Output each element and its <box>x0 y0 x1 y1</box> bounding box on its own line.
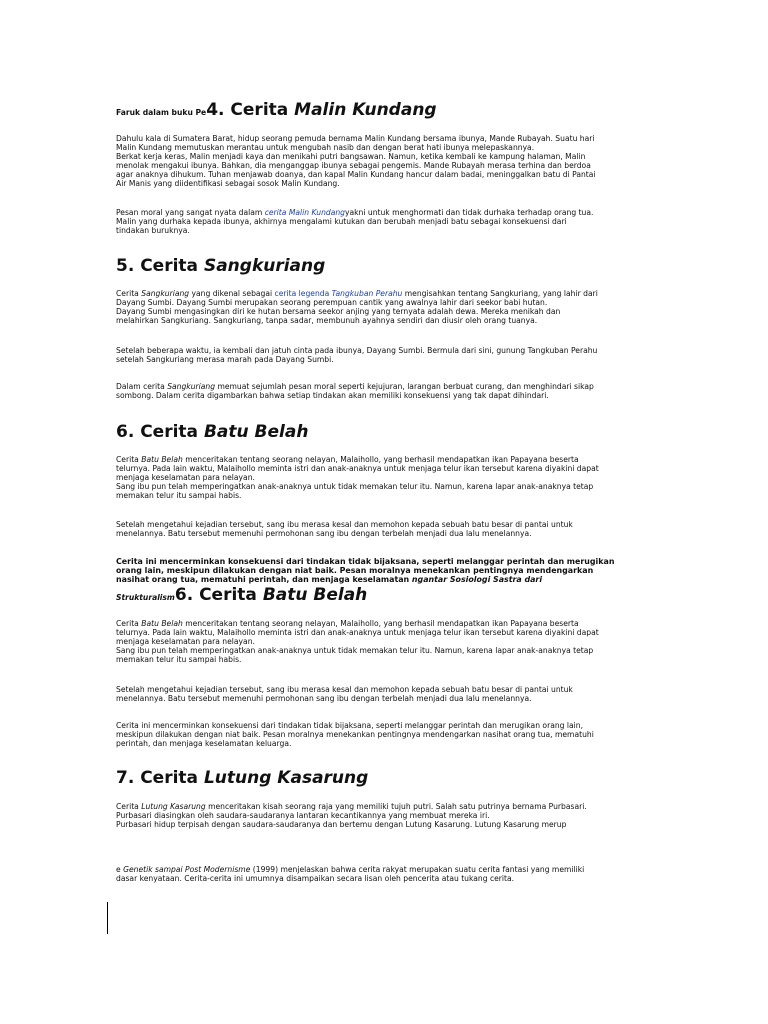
s7-paragraph-1: Cerita Lutung Kasarung menceritakan kisah seorang raja yang memiliki tujuh putri. Salah satu putrinya bernama Purbasari. Purbasari diasingkan oleh saudara-saudaranya lantaran kecantikannya yang membuat mereka iri. Purbasari hidup terpisah dengan saudara-saudaranya dan bertemu dengan Lutung Kasarung. Lutung Kasarung merup <box>116 802 587 829</box>
section-7-heading: 7. Cerita Lutung Kasarung <box>116 768 369 788</box>
s4-paragraph-2: Pesan moral yang sangat nyata dalam cerita Malin Kundangyakni untuk menghormati dan tidak durhaka terhadap orang tua. Malin yang durhaka kepada ibunya, akhirnya mengalami kutukan dan berubah menjadi batu sebagai konsekuensi dari tindakan buruknya. <box>116 208 594 235</box>
section-6b-heading-row: Strukturalism6. Cerita Batu Belah <box>116 585 368 605</box>
s6b-paragraph-2: Setelah mengetahui kejadian tersebut, sang ibu merasa kesal dan memohon kepada sebuah batu besar di pantai untuk menelannya. Batu tersebut memenuhi permohonan sang ibu dengan terbelah menjadi dua lalu menelannya. <box>116 685 573 703</box>
text-cursor <box>107 902 108 934</box>
s6b-paragraph-1: Cerita Batu Belah menceritakan tentang seorang nelayan, Malaihollo, yang berhasil mendapatkan ikan Papayana beserta telurnya. Pada lain waktu, Malaihollo meminta istri dan anak-anaknya untuk menjaga telur ikan tersebut karena diyakini dapat menjaga keselamatan para nelayan. Sang ibu pun telah memperingatkan anak-anaknya untuk tidak memakan telur itu. Namun, karena lapar anak-anaknya tetap memakan telur itu sampai habis. <box>116 619 599 664</box>
section-5-heading: 5. Cerita Sangkuriang <box>116 256 326 276</box>
s5-paragraph-2: Setelah beberapa waktu, ia kembali dan jatuh cinta pada ibunya, Dayang Sumbi. Bermula dari sini, gunung Tangkuban Perahu setelah Sangkuriang merasa marah pada Dayang Sumbi. <box>116 346 598 364</box>
section-4-heading <box>116 100 437 120</box>
malin-kundang-link[interactable]: cerita Malin Kundang <box>264 208 345 217</box>
s6-paragraph-3: Cerita ini mencerminkan konsekuensi dari tindakan tidak bijaksana, seperti melanggar perintah dan merugikan orang lain, meskipun dilakukan dengan niat baik. Pesan moralnya menekankan pentingnya mendengarkan nasihat orang tua, mematuhi perintah, dan menjaga keselamatan ngantar Sosiologi Sastra dari <box>116 557 615 584</box>
legend-link[interactable]: cerita legenda Tangkuban Perahu <box>274 289 403 298</box>
s5-paragraph-1: Cerita Sangkuriang yang dikenal sebagai cerita legenda Tangkuban Perahu mengisahkan tentang Sangkuriang, yang lahir dari Dayang Sumbi. Dayang Sumbi merupakan seorang perempuan cantik yang awalnya lahir dari seekor babi hutan. Dayang Sumbi mengasingkan diri ke hutan bersama seekor anjing yang ternyata adalah dewa. Mereka menikah dan melahirkan Sangkuriang. Sangkuriang, tanpa sadar, membunuh ayahnya sendiri dan diusir oleh orang tuanya. <box>116 289 598 325</box>
s6-paragraph-1: Cerita Batu Belah menceritakan tentang seorang nelayan, Malaihollo, yang berhasil mendapatkan ikan Papayana beserta telurnya. Pada lain waktu, Malaihollo meminta istri dan anak-anaknya untuk menjaga telur ikan tersebut karena diyakini dapat menjaga keselamatan para nelayan. Sang ibu pun telah memperingatkan anak-anaknya untuk tidak memakan telur itu. Namun, karena lapar anak-anaknya tetap memakan telur itu sampai habis. <box>116 455 599 500</box>
footer-paragraph: e Genetik sampai Post Modernisme (1999) menjelaskan bahwa cerita rakyat merupakan suatu cerita fantasi yang memiliki dasar kenyataan. Cerita-cerita ini umumnya disampaikan secara lisan oleh pencerita atau tukang cerita. <box>116 865 585 883</box>
section-6-heading: 6. Cerita Batu Belah <box>116 422 309 442</box>
heading-prefix: Faruk dalam buku Pe <box>116 108 207 117</box>
s4-paragraph-1: Dahulu kala di Sumatera Barat, hidup seorang pemuda bernama Malin Kundang bersama ibunya, Mande Rubayah. Suatu hari Malin Kundang memutuskan merantau untuk mengubah nasib dan dengan berat hati ibunya melepaskannya. Berkat kerja keras, Malin menjadi kaya dan menikahi putri bangsawan. Namun, ketika kembali ke kampung halaman, Malin menolak mengakui ibunya. Bahkan, dia menganggap ibunya sebagai pengemis. Mande Rubayah merasa terhina dan berdoa agar anaknya dihukum. Tuhan menjawab doanya, dan kapal Malin Kundang hancur dalam badai, meninggalkan batu di Pantai Air Manis yang diidentifikasi sebagai sosok Malin Kundang. <box>116 134 596 188</box>
s6b-paragraph-3: Cerita ini mencerminkan konsekuensi dari tindakan tidak bijaksana, seperti melanggar perintah dan merugikan orang lain, meskipun dilakukan dengan niat baik. Pesan moralnya menekankan pentingnya mendengarkan nasihat orang tua, mematuhi perintah, dan menjaga keselamatan keluarga. <box>116 721 594 748</box>
s5-paragraph-3: Dalam cerita Sangkuriang memuat sejumlah pesan moral seperti kejujuran, larangan berbuat curang, dan menghindari sikap sombong. Dalam cerita digambarkan bahwa setiap tindakan akan memiliki konsekuensi yang tak dapat dihindari. <box>116 382 594 400</box>
heading-num: 4. Cerita <box>206 100 295 120</box>
heading-title: Malin Kundang <box>294 100 437 120</box>
s6-paragraph-2: Setelah mengetahui kejadian tersebut, sang ibu merasa kesal dan memohon kepada sebuah batu besar di pantai untuk menelannya. Batu tersebut memenuhi permohonan sang ibu dengan terbelah menjadi dua lalu menelannya. <box>116 520 573 538</box>
